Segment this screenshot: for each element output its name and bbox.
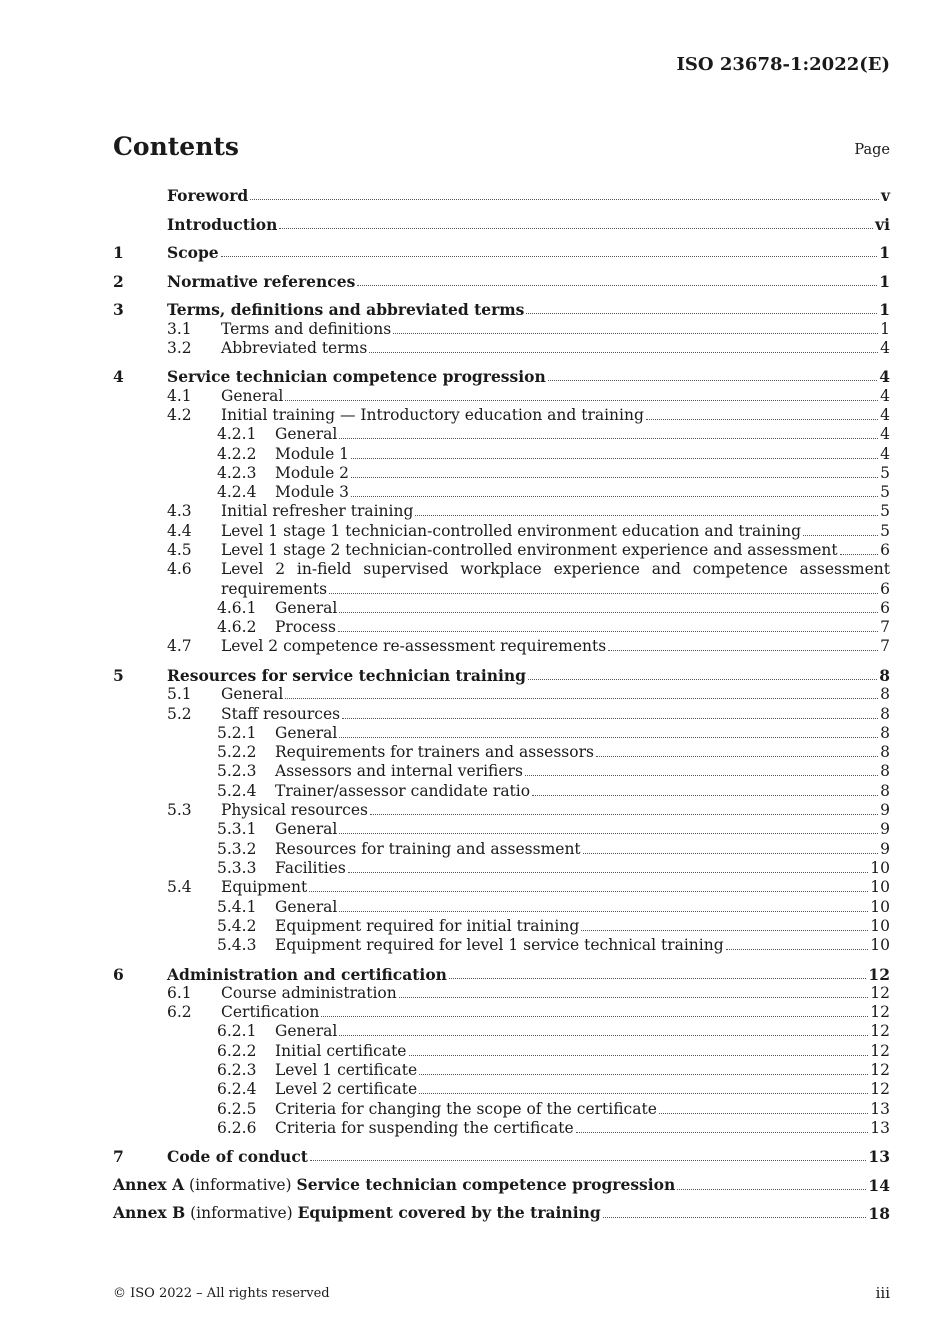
toc-entry-title: Requirements for trainers and assessors — [275, 743, 594, 762]
toc-entry[interactable] — [113, 214, 890, 233]
toc-entry-title: Level 1 stage 1 technician-controlled environment education and training — [221, 521, 802, 540]
toc-leader — [339, 612, 878, 613]
toc-leader — [409, 1055, 869, 1056]
toc-gap — [113, 205, 890, 214]
toc-entry-page: 5 — [880, 502, 890, 521]
toc-entry-number: 5.3.3 — [217, 858, 257, 877]
toc-entry-page: 1 — [879, 243, 890, 263]
toc-entry-title: Resources for training and assessment — [275, 839, 581, 858]
toc-entry-title: Abbreviated terms — [221, 338, 368, 357]
toc-entry-page: 10 — [870, 936, 890, 955]
toc-leader — [659, 1113, 868, 1114]
toc-leader — [338, 631, 878, 632]
toc-entry-title: General — [275, 598, 338, 617]
toc-entry-page: 12 — [870, 1003, 890, 1022]
toc-entry[interactable] — [113, 1061, 890, 1080]
toc-entry-number: 3.2 — [167, 338, 192, 357]
toc-entry-number: 6 — [113, 964, 124, 984]
toc-leader — [351, 477, 878, 478]
toc-leader — [369, 352, 878, 353]
toc-entry-page: 5 — [880, 521, 890, 540]
toc-entry-page: 12 — [870, 983, 890, 1002]
toc-entry-page: 6 — [880, 579, 890, 598]
toc-entry-page: 12 — [870, 1061, 890, 1080]
toc-entry-number: 4.2 — [167, 405, 192, 424]
toc-entry-page: v — [880, 186, 890, 206]
toc-leader — [596, 756, 878, 757]
toc-entry-page: 5 — [880, 463, 890, 482]
toc-entry[interactable] — [113, 859, 890, 878]
toc-leader — [449, 978, 866, 979]
toc-entry-number: 5.2.1 — [217, 723, 257, 742]
toc-entry[interactable] — [113, 618, 890, 637]
toc-leader — [419, 1093, 868, 1094]
toc-leader — [351, 496, 878, 497]
toc-leader — [528, 679, 877, 680]
toc-annex-title — [113, 1175, 675, 1195]
toc-entry-page: 7 — [880, 618, 890, 637]
toc-entry[interactable] — [113, 521, 890, 540]
toc-entry-number: 6.2.6 — [217, 1118, 257, 1137]
toc-leader — [532, 795, 878, 796]
toc-entry-number: 5.1 — [167, 685, 192, 704]
toc-entry-title: General — [275, 820, 338, 839]
toc-entry-number: 5.2.4 — [217, 781, 257, 800]
page-column-label: Page — [854, 142, 890, 158]
toc-entry[interactable] — [113, 781, 890, 800]
toc-entry-number: 6.2.3 — [217, 1061, 257, 1080]
toc-entry[interactable] — [113, 878, 890, 897]
toc-entry-page: 1 — [879, 271, 890, 291]
toc-entry-title: Level 1 stage 2 technician-controlled environment experience and assessment — [221, 540, 838, 559]
toc-entry[interactable] — [113, 917, 890, 936]
toc-entry-title: Facilities — [275, 858, 346, 877]
toc-entry[interactable] — [113, 1080, 890, 1099]
toc-entry-number: 5.4.2 — [217, 916, 257, 935]
toc-leader — [285, 400, 878, 401]
toc-leader — [415, 515, 878, 516]
toc-entry-page: 4 — [880, 386, 890, 405]
toc-leader — [250, 199, 879, 200]
toc-entry-title: Process — [275, 618, 336, 637]
toc-leader — [339, 737, 878, 738]
toc-entry-page: 9 — [880, 820, 890, 839]
toc-entry-title: Physical resources — [221, 801, 368, 820]
toc-entry-title: Equipment required for level 1 service technical training — [275, 936, 724, 955]
toc-entry-page: 6 — [880, 540, 890, 559]
toc-entry-number: 4.2.2 — [217, 444, 257, 463]
toc-entry-title: Module 2 — [275, 463, 350, 482]
toc-entry-page: 10 — [870, 897, 890, 916]
toc-entry[interactable] — [113, 964, 890, 983]
toc-entry-number: 4.4 — [167, 521, 192, 540]
toc-entry-page: 1 — [880, 319, 890, 338]
toc-leader — [583, 853, 878, 854]
toc-entry[interactable] — [113, 1041, 890, 1060]
toc-entry-title: Equipment — [221, 878, 308, 897]
toc-entry-title: General — [275, 1022, 338, 1041]
toc-entry-title: Assessors and internal verifiers — [275, 762, 523, 781]
toc-entry-page: 8 — [880, 704, 890, 723]
toc-entry[interactable] — [113, 444, 890, 463]
toc-entry-number: 3 — [113, 300, 124, 320]
toc-entry[interactable] — [113, 425, 890, 444]
toc-entry-number: 4.2.4 — [217, 483, 257, 502]
toc-leader — [342, 718, 878, 719]
annex-title: Equipment covered by the training — [297, 1203, 601, 1223]
toc-entry[interactable] — [113, 685, 890, 704]
toc-entry-page: 9 — [880, 839, 890, 858]
toc-leader — [339, 911, 868, 912]
toc-gap — [113, 234, 890, 243]
toc-leader — [348, 872, 868, 873]
toc-gap — [113, 291, 890, 300]
toc-entry-page: 13 — [870, 1099, 890, 1118]
toc-leader — [419, 1074, 868, 1075]
toc-entry-page: vi — [875, 214, 890, 234]
toc-entry-number: 3.1 — [167, 319, 192, 338]
toc-leader — [279, 228, 873, 229]
toc-leader — [221, 256, 878, 257]
toc-entry-number: 4.6 — [167, 559, 192, 578]
toc-gap — [113, 955, 890, 964]
toc-entry[interactable] — [113, 724, 890, 743]
toc-leader — [581, 930, 868, 931]
toc-leader — [646, 419, 878, 420]
toc-entry-title: Terms, definitions and abbreviated terms — [167, 300, 525, 320]
toc-entry[interactable] — [113, 762, 890, 781]
toc-entry[interactable] — [113, 464, 890, 483]
toc-entry-page: 13 — [868, 1147, 890, 1167]
toc-entry-page: 6 — [880, 598, 890, 617]
toc-entry[interactable] — [113, 1099, 890, 1118]
toc-entry-title: Scope — [167, 243, 219, 263]
toc-entry[interactable] — [113, 666, 890, 685]
toc-entry[interactable] — [113, 1003, 890, 1022]
toc-entry-title: Resources for service technician training — [167, 665, 527, 685]
toc-entry[interactable] — [113, 502, 890, 521]
toc-entry-page: 8 — [879, 665, 890, 685]
toc-entry-title: Criteria for changing the scope of the certificate — [275, 1099, 657, 1118]
toc-entry-page: 4 — [880, 444, 890, 463]
toc-entry[interactable] — [113, 541, 890, 560]
toc-entry-page: 12 — [868, 964, 890, 984]
toc-entry-number: 4.2.1 — [217, 425, 257, 444]
annex-type: (informative) — [184, 1175, 297, 1194]
toc-entry-page: 9 — [880, 801, 890, 820]
toc-leader — [526, 313, 877, 314]
toc-entry-number: 4 — [113, 367, 124, 387]
toc-entry-number: 6.2 — [167, 1003, 192, 1022]
toc-entry-number: 5.2.2 — [217, 743, 257, 762]
toc-entry-number: 6.2.4 — [217, 1080, 257, 1099]
toc-leader — [726, 949, 869, 950]
toc-entry-number: 4.5 — [167, 540, 192, 559]
toc-entry-title: Equipment required for initial training — [275, 916, 580, 935]
toc-leader — [351, 458, 878, 459]
toc-entry-number: 5.4.3 — [217, 936, 257, 955]
toc-entry-number: 4.6.1 — [217, 598, 257, 617]
toc-entry-title: Staff resources — [221, 704, 341, 723]
toc-entry[interactable] — [113, 406, 890, 425]
toc-annex-entry[interactable] — [113, 1204, 890, 1223]
annex-label: Annex B — [113, 1203, 186, 1223]
toc-entry-title: General — [275, 723, 338, 742]
toc-leader — [285, 698, 878, 699]
toc-entry-page: 14 — [868, 1175, 890, 1195]
annex-type: (informative) — [185, 1204, 298, 1223]
toc-entry-title: Trainer/assessor candidate ratio — [275, 781, 531, 800]
toc-leader — [677, 1189, 866, 1190]
toc-leader — [357, 285, 877, 286]
toc-entry[interactable] — [113, 897, 890, 916]
toc-leader — [370, 814, 878, 815]
toc-entry-title: General — [221, 685, 284, 704]
toc-entry-page: 12 — [870, 1022, 890, 1041]
toc-entry-number: 6.2.2 — [217, 1041, 257, 1060]
toc-leader — [321, 1016, 868, 1017]
toc-entry[interactable] — [113, 300, 890, 319]
toc-gap — [113, 1138, 890, 1147]
toc-entry[interactable] — [113, 839, 890, 858]
toc-gap — [113, 262, 890, 271]
toc-entry-title: Module 1 — [275, 444, 350, 463]
toc-entry-page: 12 — [870, 1080, 890, 1099]
toc-leader — [339, 438, 878, 439]
toc-entry-number: 5.3 — [167, 801, 192, 820]
toc-entry-title: Introduction — [167, 214, 278, 234]
toc-entry[interactable] — [113, 186, 890, 205]
toc-entry[interactable] — [113, 984, 890, 1003]
toc-entry-continuation[interactable] — [113, 579, 890, 598]
toc-entry-number: 2 — [113, 271, 124, 291]
toc-entry-title: General — [275, 425, 338, 444]
toc-leader — [329, 593, 878, 594]
toc-leader — [309, 891, 868, 892]
toc-entry-number: 4.7 — [167, 637, 192, 656]
toc-leader — [608, 650, 878, 651]
toc-entry-title: Foreword — [167, 186, 249, 206]
toc-entry[interactable] — [113, 1119, 890, 1138]
toc-entry-title: Criteria for suspending the certificate — [275, 1118, 574, 1137]
toc-entry[interactable] — [113, 599, 890, 618]
toc-entry[interactable] — [113, 271, 890, 290]
toc-entry[interactable] — [113, 243, 890, 262]
toc-entry-title: Level 2 in-field supervised workplace experience and competence assessment — [221, 559, 890, 578]
toc-entry[interactable] — [113, 339, 890, 358]
toc-entry-number: 6.2.5 — [217, 1099, 257, 1118]
toc-entry-number: 1 — [113, 243, 124, 263]
toc-leader — [310, 1160, 866, 1161]
toc-leader — [603, 1217, 867, 1218]
toc-entry-page: 1 — [879, 300, 890, 320]
toc-leader — [840, 554, 879, 555]
toc-entry-page: 10 — [870, 916, 890, 935]
toc-entry[interactable] — [113, 483, 890, 502]
toc-entry-number: 5.2.3 — [217, 762, 257, 781]
toc-entry-page: 12 — [870, 1041, 890, 1060]
toc-entry[interactable] — [113, 560, 890, 579]
toc-entry-page: 8 — [880, 781, 890, 800]
toc-entry-number: 5.4.1 — [217, 897, 257, 916]
toc-leader — [339, 1035, 868, 1036]
toc-entry[interactable] — [113, 1147, 890, 1166]
toc-entry[interactable] — [113, 367, 890, 386]
toc-entry-number: 4.6.2 — [217, 618, 257, 637]
toc-entry-title: Administration and certification — [167, 964, 447, 984]
toc-entry-title: General — [221, 386, 284, 405]
toc-leader — [339, 833, 878, 834]
toc-entry[interactable] — [113, 1022, 890, 1041]
toc-leader — [525, 775, 878, 776]
toc-entry-title: Code of conduct — [167, 1147, 308, 1167]
toc-leader — [576, 1132, 869, 1133]
toc-entry-page: 4 — [880, 425, 890, 444]
toc-entry-number: 6.1 — [167, 983, 192, 1002]
toc-entry-title: Level 2 competence re-assessment requirements — [221, 637, 607, 656]
toc-entry-number: 4.3 — [167, 502, 192, 521]
toc-entry-number: 5.3.1 — [217, 820, 257, 839]
toc-entry-number: 5.3.2 — [217, 839, 257, 858]
toc-entry-title: Module 3 — [275, 483, 350, 502]
toc-leader — [393, 333, 878, 334]
toc-entry-page: 8 — [880, 743, 890, 762]
toc-annex-title — [113, 1203, 601, 1223]
toc-entry-title: Terms and definitions — [221, 319, 392, 338]
toc-entry-page: 13 — [870, 1118, 890, 1137]
annex-title: Service technician competence progression — [296, 1174, 676, 1194]
toc-entry-title: Level 1 certificate — [275, 1061, 418, 1080]
footer-page-number: iii — [875, 1284, 890, 1302]
toc-entry[interactable] — [113, 743, 890, 762]
toc-leader — [548, 380, 877, 381]
toc-entry-number: 4.2.3 — [217, 463, 257, 482]
toc-entry-number: 5.2 — [167, 704, 192, 723]
document-id: ISO 23678-1:2022(E) — [676, 54, 890, 75]
toc-entry-page: 7 — [880, 637, 890, 656]
toc-gap — [113, 358, 890, 367]
toc-entry[interactable] — [113, 936, 890, 955]
toc-entry-page: 10 — [870, 878, 890, 897]
toc-entry-title: Certification — [221, 1003, 320, 1022]
table-of-contents — [113, 186, 890, 1223]
toc-entry-page: 8 — [880, 685, 890, 704]
toc-entry-number: 4.1 — [167, 386, 192, 405]
toc-entry[interactable] — [113, 637, 890, 656]
toc-entry-title-cont: requirements — [221, 579, 328, 598]
toc-entry-title: Initial training — Introductory education and training — [221, 405, 644, 424]
toc-entry-number: 7 — [113, 1147, 124, 1167]
page-title: Contents — [113, 132, 240, 161]
toc-entry-title: Initial refresher training — [221, 502, 414, 521]
toc-entry-title: Level 2 certificate — [275, 1080, 418, 1099]
toc-entry-page: 10 — [870, 858, 890, 877]
toc-entry[interactable] — [113, 820, 890, 839]
toc-entry-page: 4 — [879, 367, 890, 387]
toc-leader — [803, 535, 878, 536]
toc-entry-number: 5.4 — [167, 878, 192, 897]
annex-label: Annex A — [113, 1174, 185, 1194]
footer-copyright: © ISO 2022 – All rights reserved — [113, 1286, 330, 1301]
toc-entry-title: Course administration — [221, 983, 397, 1002]
toc-entry-page: 4 — [880, 338, 890, 357]
toc-entry[interactable] — [113, 704, 890, 723]
toc-entry[interactable] — [113, 801, 890, 820]
toc-gap — [113, 656, 890, 665]
toc-entry-title: General — [275, 897, 338, 916]
toc-entry-title: Initial certificate — [275, 1041, 407, 1060]
toc-entry-page: 8 — [880, 723, 890, 742]
toc-entry-page: 4 — [880, 405, 890, 424]
toc-entry-title: Normative references — [167, 271, 356, 291]
toc-entry-title: Service technician competence progression — [167, 367, 546, 387]
toc-entry-page: 8 — [880, 762, 890, 781]
toc-entry-page: 5 — [880, 483, 890, 502]
toc-entry-page: 18 — [868, 1204, 890, 1224]
toc-leader — [399, 997, 869, 998]
toc-entry[interactable] — [113, 386, 890, 405]
toc-entry-number: 6.2.1 — [217, 1022, 257, 1041]
toc-entry-number: 5 — [113, 665, 124, 685]
toc-entry[interactable] — [113, 319, 890, 338]
toc-annex-entry[interactable] — [113, 1176, 890, 1195]
